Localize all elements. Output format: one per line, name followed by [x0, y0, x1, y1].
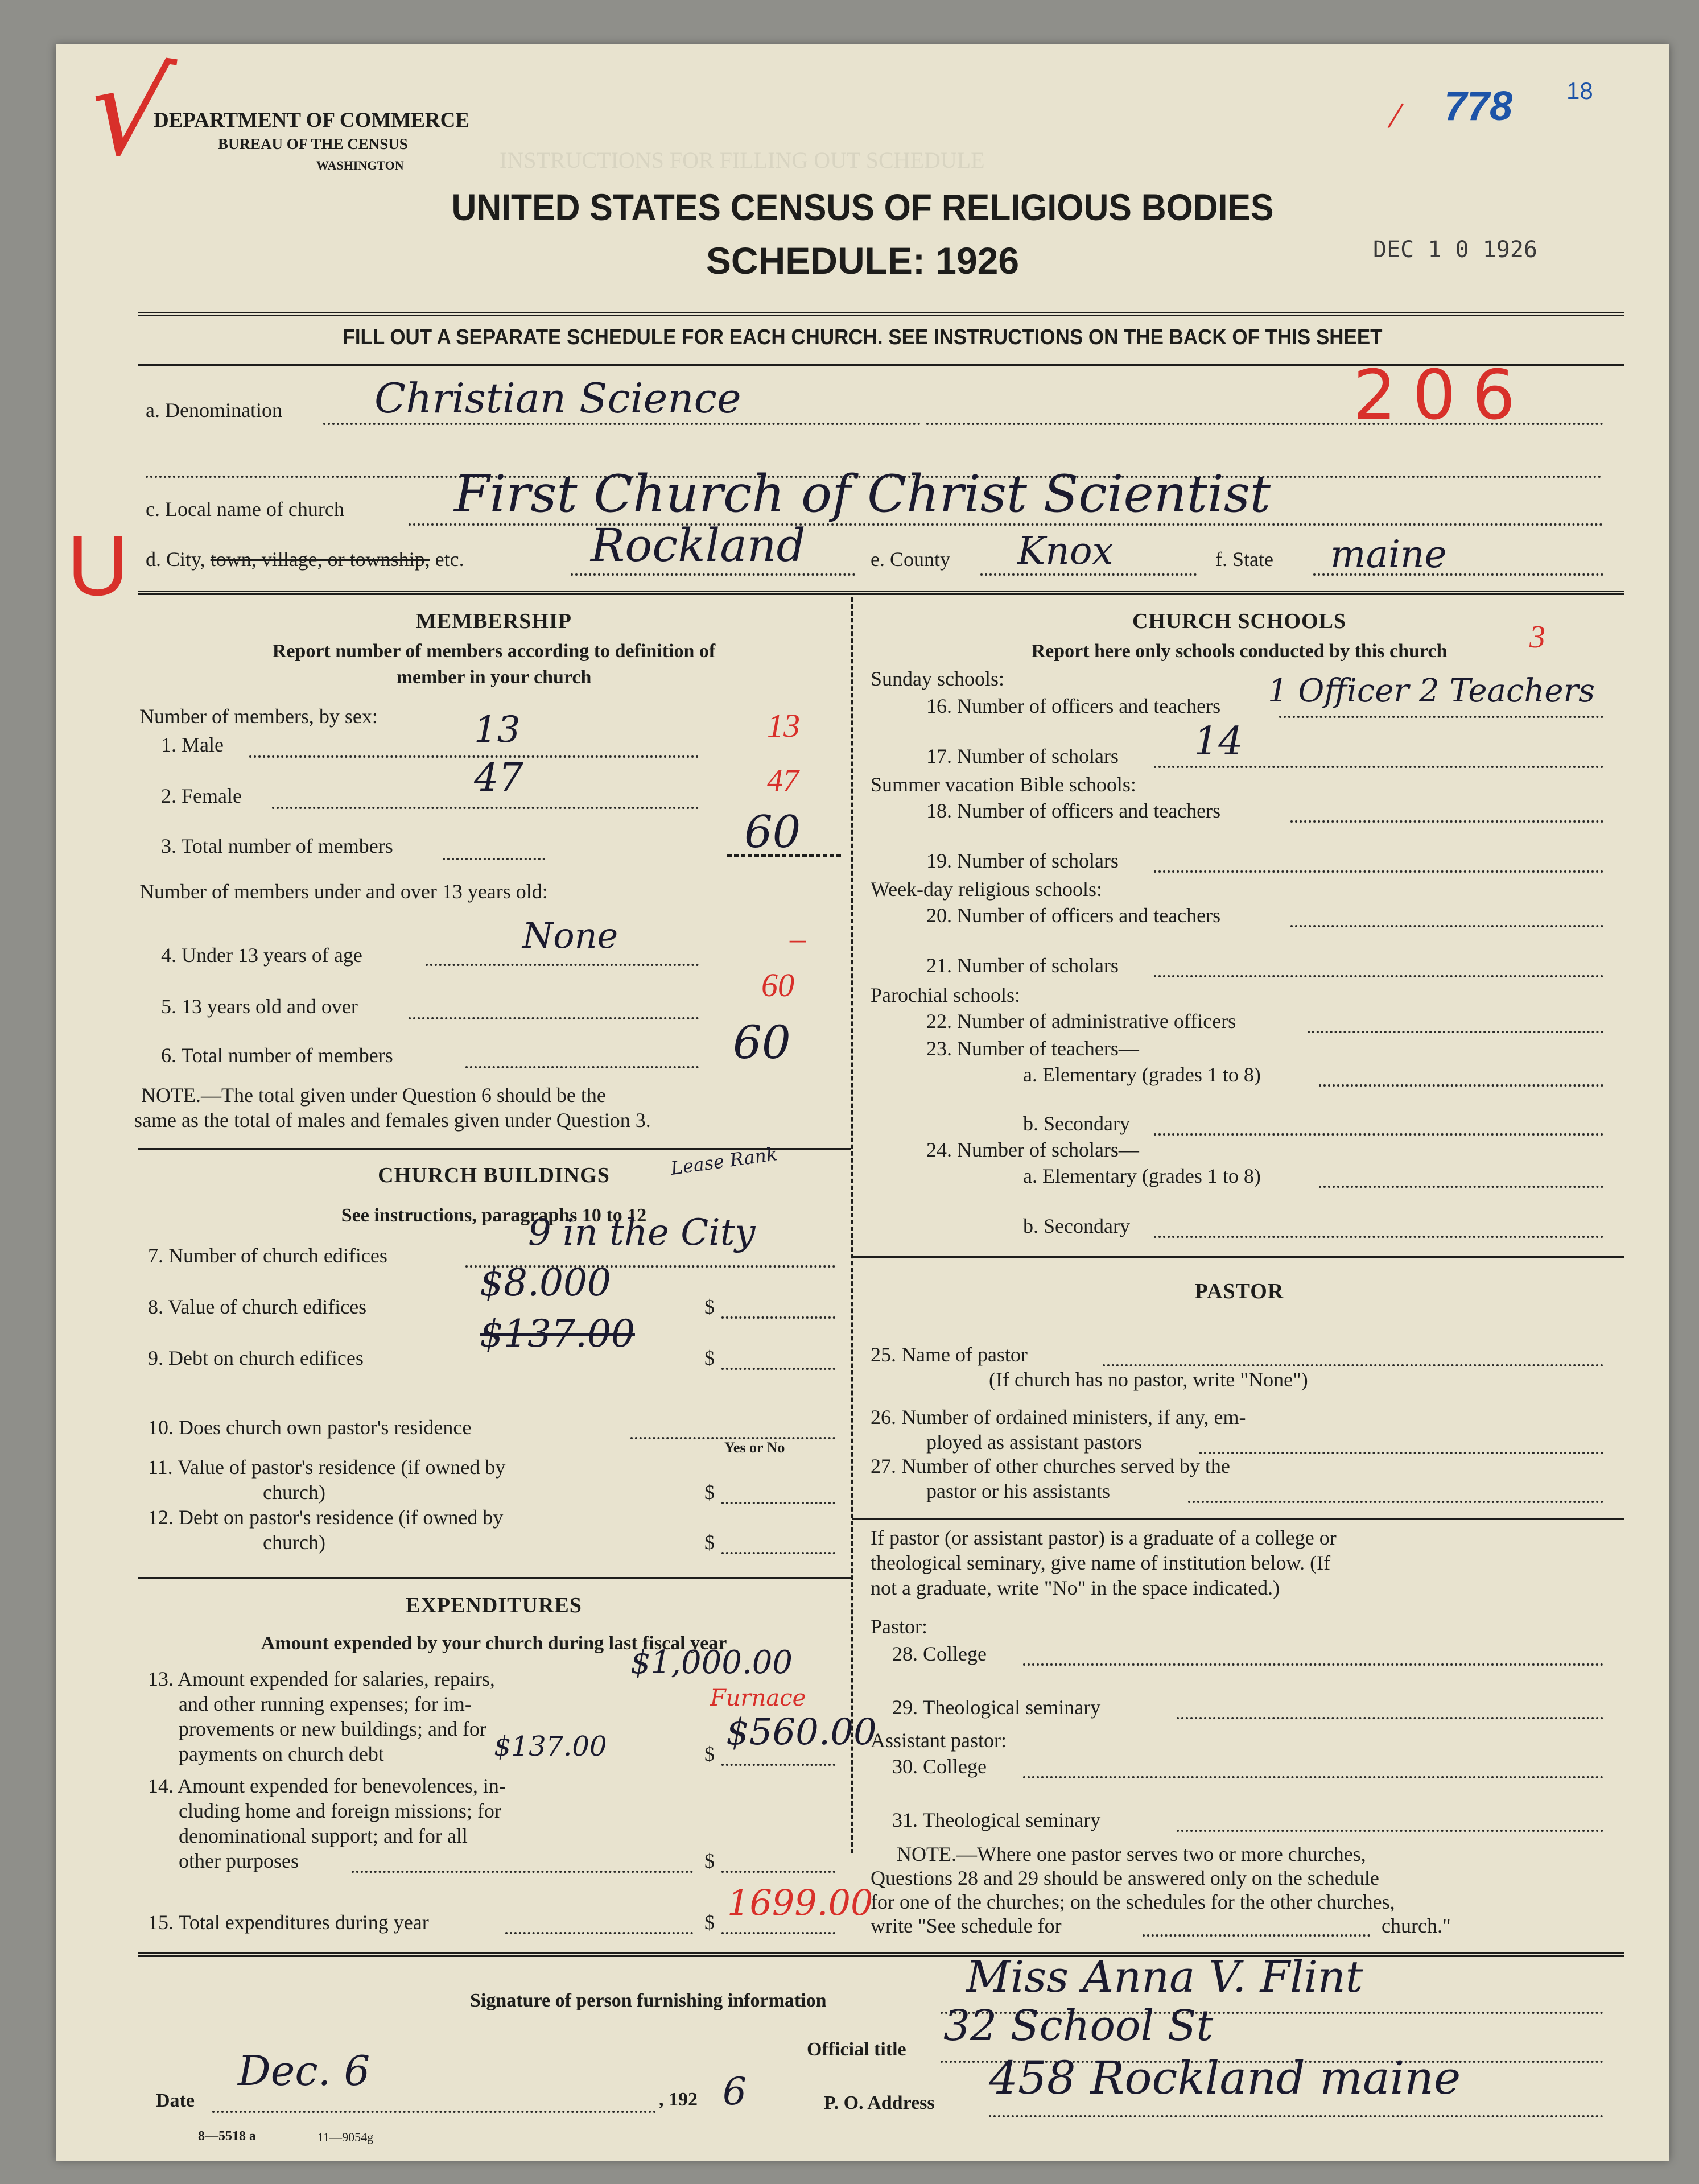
q23b-label: b. Secondary	[1023, 1112, 1130, 1135]
q7-edifices-label: 7. Number of church edifices	[148, 1244, 387, 1267]
date-label: Date	[156, 2090, 195, 2111]
q13-furnace-note: Furnace	[710, 1685, 806, 1711]
q4-under13-label: 4. Under 13 years of age	[161, 944, 362, 967]
po-address-line	[989, 2115, 1603, 2117]
date-year-prefix: , 192	[659, 2089, 698, 2110]
q30-label: 30. College	[892, 1755, 987, 1778]
denomination-line	[323, 423, 921, 425]
q8-line	[721, 1316, 835, 1319]
q3-line	[443, 858, 545, 860]
q22-line	[1308, 1031, 1603, 1033]
q13-debt-figure: $137.00	[494, 1731, 607, 1762]
q16-line	[1279, 716, 1603, 718]
sunday-schools-label: Sunday schools:	[871, 667, 1005, 690]
q12-label-1: 12. Debt on pastor's residence (if owned by	[148, 1506, 504, 1529]
pastor-sub-label: Pastor:	[871, 1615, 928, 1638]
q2-female-label: 2. Female	[161, 785, 242, 807]
footer-rule	[138, 1952, 1624, 1957]
q14-dollar-sign: $	[704, 1849, 715, 1872]
q26-line	[1199, 1452, 1603, 1454]
denomination-value: Christian Science	[374, 374, 741, 422]
received-date-stamp: DEC 1 0 1926	[1373, 237, 1537, 263]
q31-label: 31. Theological seminary	[892, 1809, 1101, 1831]
q3-total-value: 60	[744, 807, 801, 858]
q8-value-figure: $8.000	[480, 1261, 611, 1304]
q8-value-label: 8. Value of church edifices	[148, 1295, 367, 1318]
q19-label: 19. Number of scholars	[926, 849, 1119, 872]
pastor-rule	[852, 1518, 1624, 1520]
signature-value: Miss Anna V. Flint	[966, 1951, 1363, 2002]
q29-line	[1177, 1717, 1603, 1719]
q19-line	[1154, 870, 1603, 873]
q14-label-4: other purposes	[179, 1849, 299, 1872]
members-by-sex-label: Number of members, by sex:	[139, 705, 378, 728]
q24b-label: b. Secondary	[1023, 1215, 1130, 1237]
q27-label-1: 27. Number of other churches served by the	[871, 1455, 1230, 1477]
q11-label-1: 11. Value of pastor's residence (if owned by	[148, 1456, 506, 1479]
q6-total-value: 60	[733, 1016, 791, 1069]
q1-male-value: 13	[474, 709, 521, 751]
q28-line	[1023, 1663, 1603, 1666]
q12-label-2: church)	[263, 1531, 325, 1554]
q13-running-expenses: $1,000.00	[630, 1644, 793, 1681]
file-number: 778	[1444, 84, 1513, 129]
signature-label: Signature of person furnishing information	[470, 1990, 827, 2011]
pastor-heading: PASTOR	[1194, 1279, 1284, 1303]
q9-debt-label: 9. Debt on church edifices	[148, 1347, 364, 1369]
census-schedule-sheet	[56, 34, 1669, 2161]
q24a-line	[1319, 1186, 1603, 1188]
city-value: Rockland	[591, 519, 806, 572]
q6-line	[465, 1066, 699, 1068]
pastor-note-2: Questions 28 and 29 should be answered only on the schedule	[871, 1867, 1379, 1889]
buildings-heading: CHURCH BUILDINGS	[378, 1163, 610, 1187]
q14-label-2: cluding home and foreign missions; for	[179, 1799, 501, 1822]
assistant-pastor-label: Assistant pastor:	[871, 1729, 1007, 1752]
q25-note: (If church has no pastor, write "None")	[989, 1368, 1308, 1391]
q15-dollar-sign: $	[704, 1911, 715, 1934]
q15-total-label: 15. Total expenditures during year	[148, 1911, 429, 1934]
county-label: e. County	[871, 548, 950, 571]
q4-under13-value: None	[522, 915, 618, 956]
city-label-d: d. City,	[146, 548, 205, 571]
denomination-label: a. Denomination	[146, 399, 282, 422]
q12-line	[721, 1552, 835, 1554]
q24-label: 24. Number of scholars—	[926, 1138, 1139, 1161]
q25-label: 25. Name of pastor	[871, 1343, 1028, 1366]
parochial-schools-label: Parochial schools:	[871, 984, 1020, 1006]
q20-line	[1290, 925, 1603, 927]
q31-line	[1177, 1830, 1603, 1832]
official-title-label: Official title	[807, 2039, 906, 2060]
q1-male-red-figure: 13	[767, 707, 800, 744]
q27-line	[1188, 1501, 1603, 1503]
date-value: Dec. 6	[238, 2047, 370, 2095]
q4-line	[426, 964, 699, 966]
department-name: DEPARTMENT OF COMMERCE	[154, 109, 470, 132]
membership-note-2: same as the total of males and females given under Question 3.	[134, 1109, 651, 1132]
q17-line	[1154, 766, 1603, 768]
summer-schools-label: Summer vacation Bible schools:	[871, 773, 1136, 796]
q2-female-red-figure: 47	[767, 763, 799, 798]
q2-female-value: 47	[474, 755, 523, 800]
q23a-line	[1319, 1084, 1603, 1087]
city-label-etc: etc.	[435, 548, 464, 571]
q16-label: 16. Number of officers and teachers	[926, 695, 1221, 717]
section-rule	[138, 591, 1624, 595]
q13-label-4: payments on church debt	[179, 1743, 384, 1765]
q15-dot-line	[505, 1932, 693, 1934]
q23-label: 23. Number of teachers—	[926, 1037, 1139, 1060]
q12-dollar-sign: $	[704, 1531, 715, 1554]
file-number-suffix: 18	[1566, 77, 1593, 104]
q30-line	[1023, 1776, 1603, 1778]
graduate-intro-3: not a graduate, write "No" in the space indicated.)	[871, 1576, 1280, 1599]
q16-value: 1 Officer 2 Teachers	[1268, 672, 1595, 709]
q2-line	[272, 807, 699, 809]
city-line	[571, 573, 855, 576]
local-name-value: First Church of Christ Scientist	[454, 464, 1271, 524]
instruction-notice: FILL OUT A SEPARATE SCHEDULE FOR EACH CHURCH. SEE INSTRUCTIONS ON THE BACK OF THIS SHEET	[343, 325, 1383, 349]
red-u-mark: U	[67, 518, 129, 613]
q11-line	[721, 1502, 835, 1504]
q7-edifices-value: 9 in the City	[528, 1212, 756, 1254]
q3-total-label: 3. Total number of members	[161, 835, 393, 857]
q16-red-figure: 3	[1529, 620, 1545, 655]
yes-or-no-hint: Yes or No	[724, 1439, 785, 1456]
schools-intro: Report here only schools conducted by this church	[1031, 641, 1448, 662]
q24b-line	[1154, 1236, 1603, 1238]
pastor-note-4a: write "See schedule for	[871, 1914, 1062, 1937]
q11-dollar-sign: $	[704, 1481, 715, 1504]
q4-red-dash: –	[790, 921, 806, 956]
q9-dollar-sign: $	[704, 1347, 715, 1369]
q5-over13-label: 5. 13 years old and over	[161, 995, 358, 1018]
pastor-note-3: for one of the churches; on the schedules for the other churches,	[871, 1890, 1395, 1913]
q13-label-1: 13. Amount expended for salaries, repairs,	[148, 1667, 495, 1690]
expenditures-heading: EXPENDITURES	[406, 1593, 582, 1617]
header-rule	[138, 312, 1624, 316]
city-label	[146, 547, 464, 571]
schedule-year: SCHEDULE: 1926	[706, 240, 1020, 282]
pastor-note-1: NOTE.—Where one pastor serves two or more churches,	[897, 1843, 1366, 1865]
membership-heading: MEMBERSHIP	[416, 609, 572, 633]
q1-male-label: 1. Male	[161, 733, 224, 756]
q26-label-1: 26. Number of ordained ministers, if any, em-	[871, 1406, 1246, 1429]
q14-line	[721, 1871, 835, 1873]
q25-line	[1103, 1364, 1603, 1366]
q15-total-value: 1699.00	[727, 1882, 873, 1923]
q29-label: 29. Theological seminary	[892, 1696, 1101, 1719]
bureau-name: BUREAU OF THE CENSUS	[218, 135, 408, 152]
state-value: maine	[1330, 532, 1447, 576]
pastor-note-4b: church."	[1382, 1914, 1451, 1937]
q10-residence-label: 10. Does church own pastor's residence	[148, 1416, 472, 1439]
date-line	[212, 2111, 656, 2113]
q13-dollar-sign: $	[704, 1743, 715, 1765]
state-label: f. State	[1215, 548, 1273, 571]
schools-rule	[852, 1256, 1624, 1258]
q13-label-3: provements or new buildings; and for	[179, 1718, 486, 1740]
buildings-margin-note: Lease Rank	[669, 1143, 779, 1179]
schools-heading: CHURCH SCHOOLS	[1132, 609, 1347, 633]
q18-label: 18. Number of officers and teachers	[926, 799, 1221, 822]
form-number: 8—5518 a	[198, 2129, 256, 2144]
expenditures-intro: Amount expended by your church during last fiscal year	[261, 1633, 727, 1654]
po-address-value: 458 Rockland maine	[989, 2051, 1461, 2104]
q6-total-label: 6. Total number of members	[161, 1044, 393, 1067]
date-year-digit: 6	[723, 2070, 747, 2113]
q13-line	[721, 1764, 835, 1766]
bleed-through-text: INSTRUCTIONS FOR FILLING OUT SCHEDULE	[500, 147, 985, 173]
graduate-intro-2: theological seminary, give name of institution below. (If	[871, 1551, 1331, 1574]
weekday-schools-label: Week-day religious schools:	[871, 878, 1103, 901]
q17-value: 14	[1194, 719, 1243, 764]
local-name-label: c. Local name of church	[146, 498, 344, 521]
q24a-label: a. Elementary (grades 1 to 8)	[1023, 1165, 1261, 1187]
red-tick-mark: /	[1385, 93, 1406, 139]
po-address-label: P. O. Address	[824, 2092, 935, 2113]
q26-label-2: ployed as assistant pastors	[926, 1431, 1142, 1454]
membership-intro-2: member in your church	[396, 667, 592, 688]
official-title-value: 32 School St	[943, 2001, 1214, 2050]
q3-answer-line	[727, 854, 841, 857]
age-intro-label: Number of members under and over 13 years old:	[139, 880, 548, 903]
q9-debt-figure: $137.00	[480, 1312, 635, 1356]
q21-label: 21. Number of scholars	[926, 954, 1119, 977]
q15-line	[721, 1932, 835, 1934]
denomination-code: 206	[1353, 356, 1532, 435]
membership-note-1: NOTE.—The total given under Question 6 should be the	[141, 1084, 606, 1107]
membership-intro-1: Report number of members according to definition of	[272, 641, 716, 662]
city-label-struck: town, village, or township,	[210, 548, 430, 571]
local-name-line	[409, 523, 1603, 526]
q23b-line	[1154, 1133, 1603, 1136]
q22-label: 22. Number of administrative officers	[926, 1010, 1236, 1033]
form-title: UNITED STATES CENSUS OF RELIGIOUS BODIES	[451, 186, 1274, 228]
q21-line	[1154, 975, 1603, 977]
q17-label: 17. Number of scholars	[926, 745, 1119, 767]
q23a-label: a. Elementary (grades 1 to 8)	[1023, 1063, 1261, 1086]
column-divider	[851, 597, 853, 1853]
q9-line	[721, 1368, 835, 1370]
q28-label: 28. College	[892, 1642, 987, 1665]
buildings-instructions: See instructions, paragraphs 10 to 12	[341, 1205, 647, 1226]
q18-line	[1290, 820, 1603, 823]
q5-line	[409, 1017, 699, 1019]
q8-dollar-sign: $	[704, 1295, 715, 1318]
q5-over13-red-figure: 60	[761, 967, 794, 1004]
q11-label-2: church)	[263, 1481, 325, 1504]
q14-label-3: denominational support; and for all	[179, 1824, 468, 1847]
bureau-city: WASHINGTON	[316, 158, 404, 172]
see-schedule-line	[1143, 1934, 1370, 1937]
q13-label-2: and other running expenses; for im-	[179, 1692, 472, 1715]
buildings-rule	[138, 1577, 851, 1579]
print-number: 11—9054g	[317, 2130, 374, 2144]
state-line	[1313, 573, 1603, 576]
q20-label: 20. Number of officers and teachers	[926, 904, 1221, 927]
q27-label-2: pastor or his assistants	[926, 1480, 1110, 1502]
county-value: Knox	[1017, 529, 1114, 573]
red-check-mark: √	[80, 34, 180, 189]
graduate-intro-1: If pastor (or assistant pastor) is a graduate of a college or	[871, 1526, 1337, 1549]
county-line	[980, 573, 1197, 576]
q14-label-1: 14. Amount expended for benevolences, in-	[148, 1774, 506, 1797]
q13-payments-value: $560.00	[726, 1711, 877, 1753]
q14-dot-line	[352, 1871, 693, 1873]
